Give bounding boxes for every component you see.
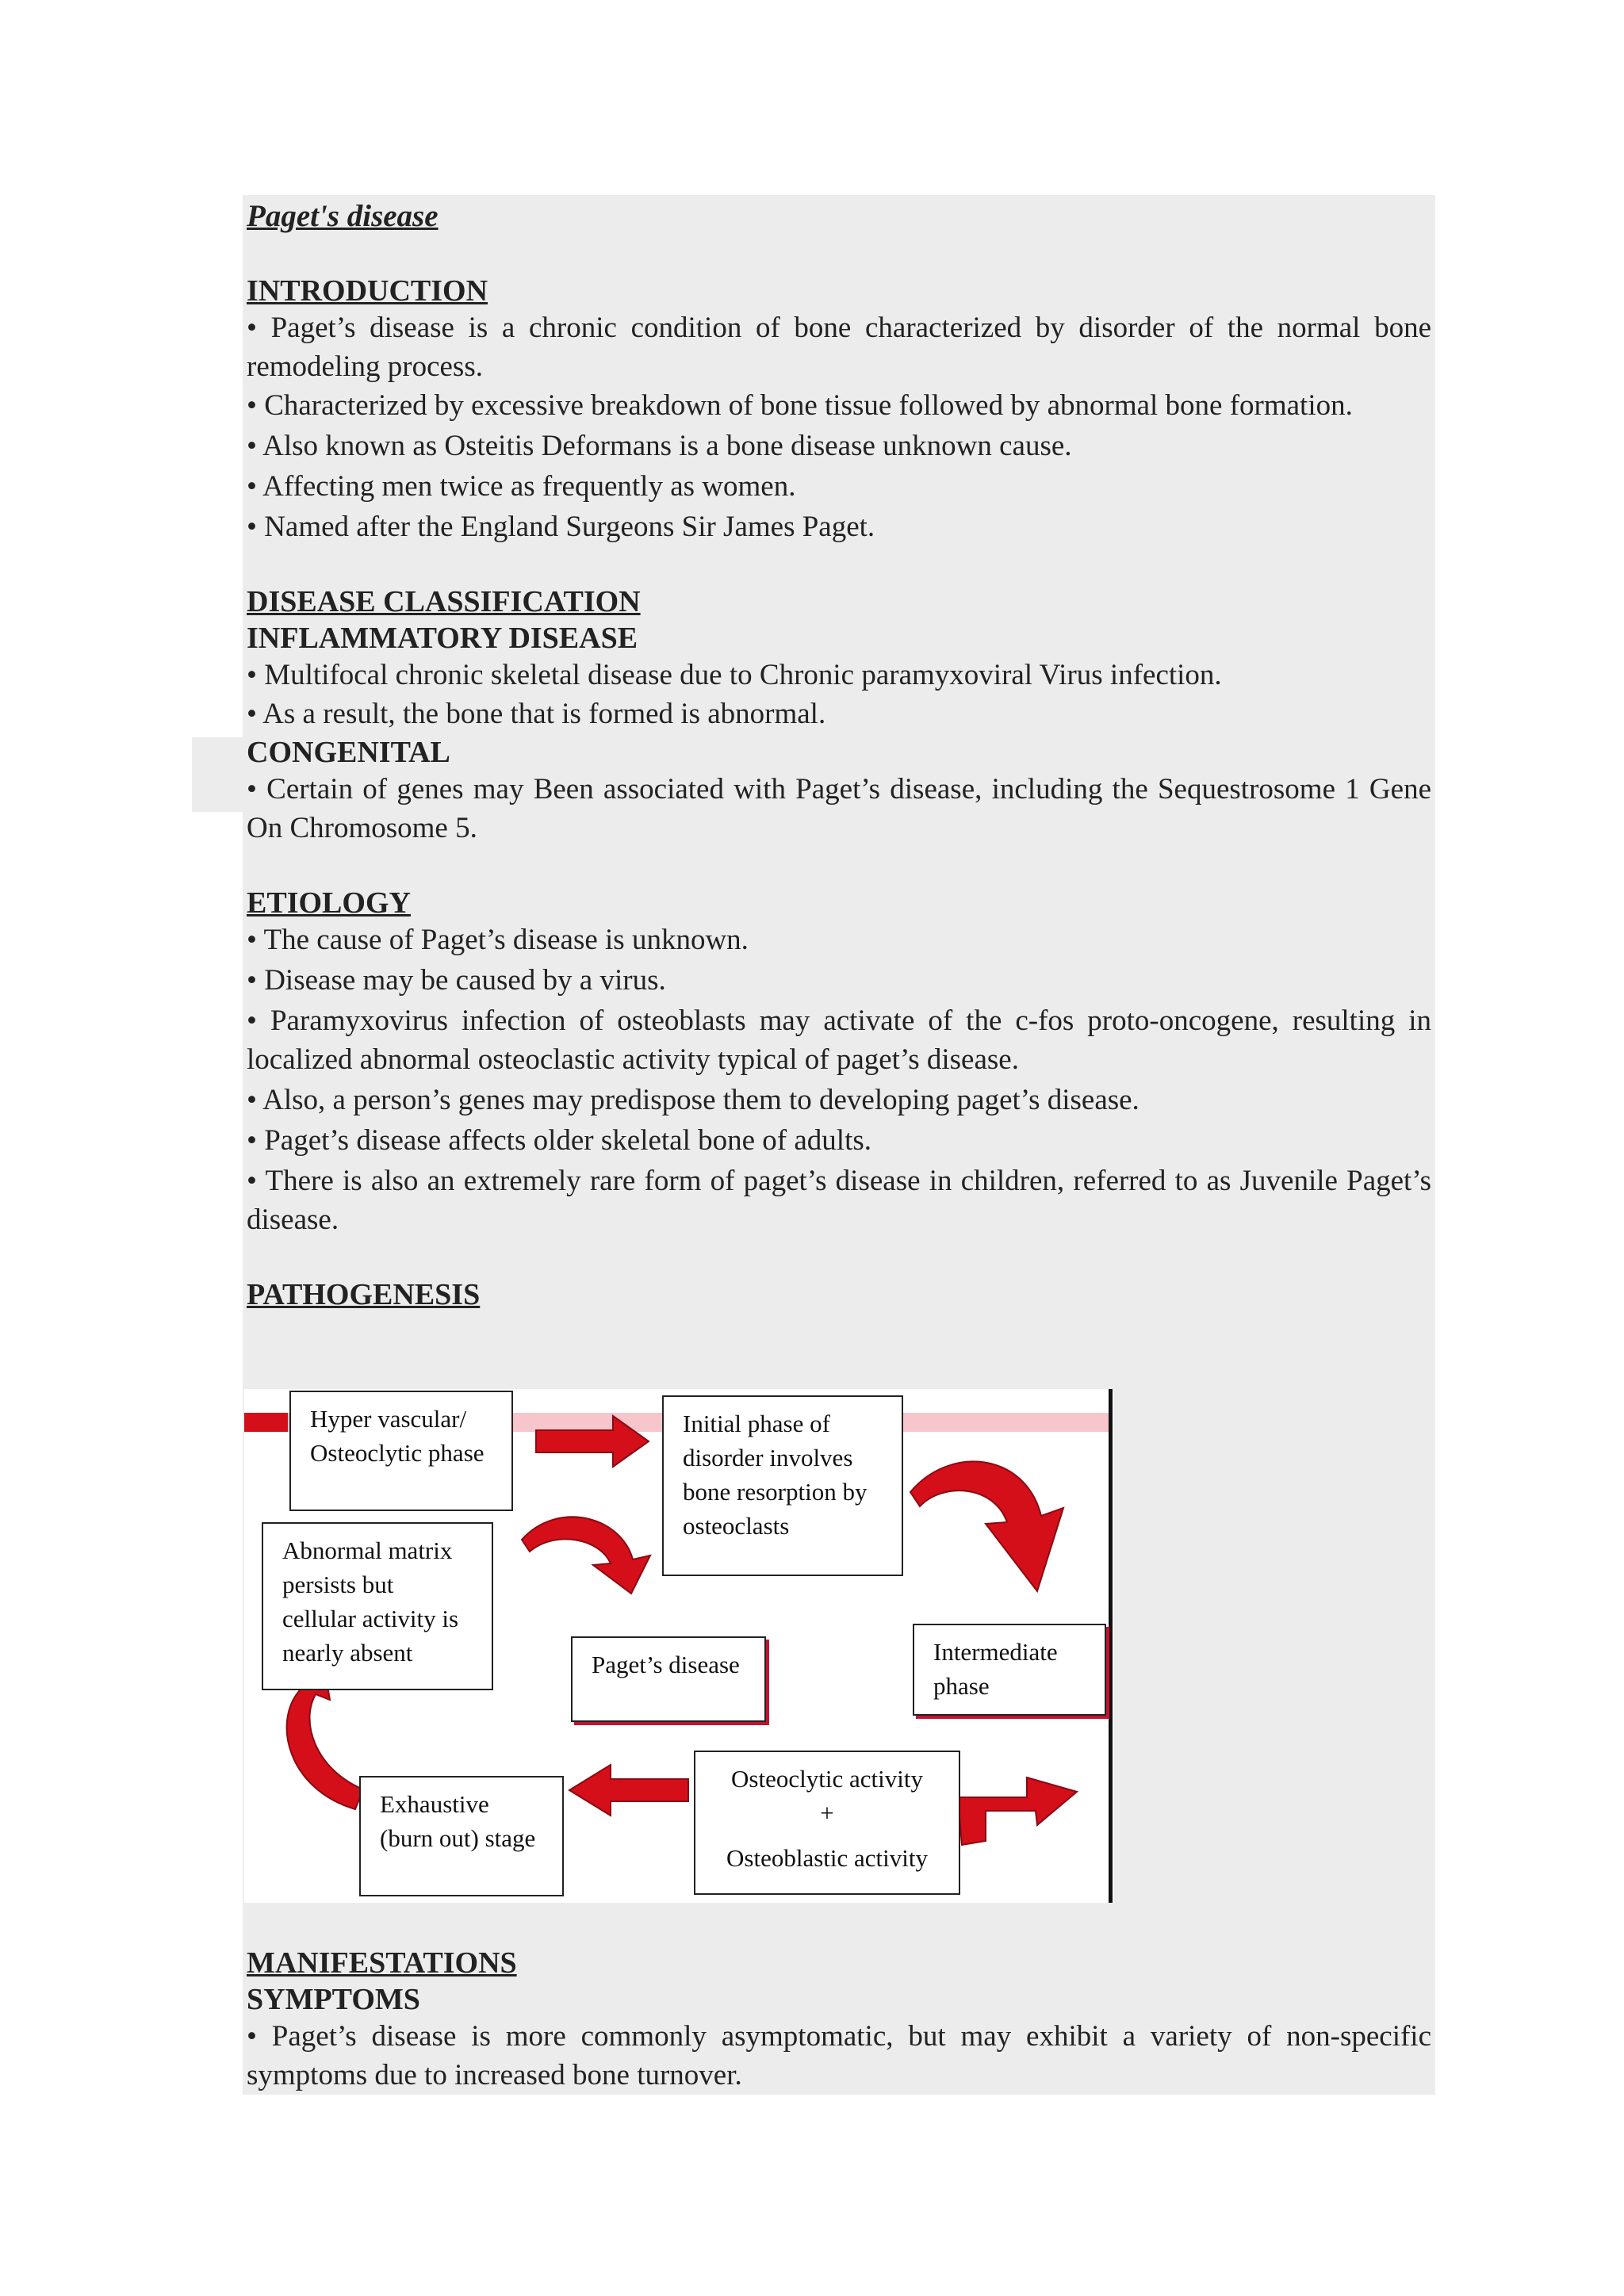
box-hyper-vascular: Hyper vascular/ Osteoclytic phase [289,1391,513,1511]
intro-bullet-1: • Paget’s disease is a chronic condition of bone characterized by disorder of the normal bone remodeling process. [247,312,1431,383]
box-intermediate-phase: Intermediate phase [913,1624,1106,1716]
intro-bullet-5: • Named after the England Surgeons Sir James Paget. [247,511,875,543]
heading-introduction: INTRODUCTION [247,274,488,308]
etiology-bullet-2: • Disease may be caused by a virus. [247,964,666,997]
etiology-bullet-5: • Paget’s disease affects older skeletal bone of adults. [247,1124,872,1157]
activity-osteoclytic: Osteoclytic activity [731,1765,923,1793]
subheading-symptoms: SYMPTOMS [247,1983,420,2016]
box-pagets-disease: Paget’s disease [571,1636,766,1722]
top-band-red [244,1413,288,1432]
pathogenesis-diagram [244,1389,1114,1903]
heading-manifestations: MANIFESTATIONS [247,1946,517,1980]
box-initial-phase: Initial phase of disorder involves bone resorption by osteoclasts [662,1395,903,1576]
heading-classification: DISEASE CLASSIFICATION [247,585,641,618]
heading-etiology: ETIOLOGY [247,886,411,920]
box-activity [694,1751,960,1895]
curved-arrow-middle-icon [522,1517,650,1594]
diagram-right-border [1109,1389,1113,1903]
inflammatory-item-1: • Multifocal chronic skeletal disease due to Chronic paramyxoviral Virus infection. [247,659,1222,691]
etiology-bullet-3: • Paramyxovirus infection of osteoblasts may activate of the c-fos proto-oncogene, resulting in localized abnormal osteoclastic activity typical of paget’s disease. [247,1004,1431,1076]
box-exhaustive-stage: Exhaustive (burn out) stage [359,1776,564,1896]
etiology-bullet-6: • There is also an extremely rare form of paget’s disease in children, referred to as Juvenile Paget’s disease. [247,1165,1431,1236]
inflammatory-item-2: • As a result, the bone that is formed is abnormal. [247,698,826,730]
symptoms-bullet-1: • Paget’s disease is more commonly asymptomatic, but may exhibit a variety of non-specific symptoms due to increased bone turnover. [247,2020,1431,2091]
document-body [247,195,1431,1312]
congenital-item-1: • Certain of genes may Been associated with Paget’s disease, including the Sequestrosome 1 Gene On Chromosome 5. [247,773,1431,844]
subheading-inflammatory: INFLAMMATORY DISEASE [247,622,638,655]
activity-plus: + [820,1799,834,1827]
etiology-bullet-1: • The cause of Paget’s disease is unknown. [247,924,749,956]
manifestations-section [247,1944,1431,2095]
etiology-bullet-4: • Also, a person’s genes may predispose them to developing paget’s disease. [247,1084,1139,1116]
intro-bullet-2: • Characterized by excessive breakdown of bone tissue followed by abnormal bone formation. [247,389,1353,422]
box-abnormal-matrix: Abnormal matrix persists but cellular activity is nearly absent [262,1522,493,1690]
intro-bullet-3: • Also known as Osteitis Deformans is a bone disease unknown cause. [247,430,1072,462]
intro-bullet-4: • Affecting men twice as frequently as women. [247,470,796,503]
document-title: Paget's disease [247,199,439,233]
side-shade [192,737,244,812]
curved-arrow-top-right-icon [910,1461,1063,1591]
activity-osteoblastic: Osteoblastic activity [726,1844,928,1872]
subheading-congenital: CONGENITAL [247,736,450,769]
heading-pathogenesis: PATHOGENESIS [247,1278,481,1311]
bent-arrow-bottom-right-icon [958,1777,1077,1845]
arrow-left-bottom-icon [569,1765,688,1816]
